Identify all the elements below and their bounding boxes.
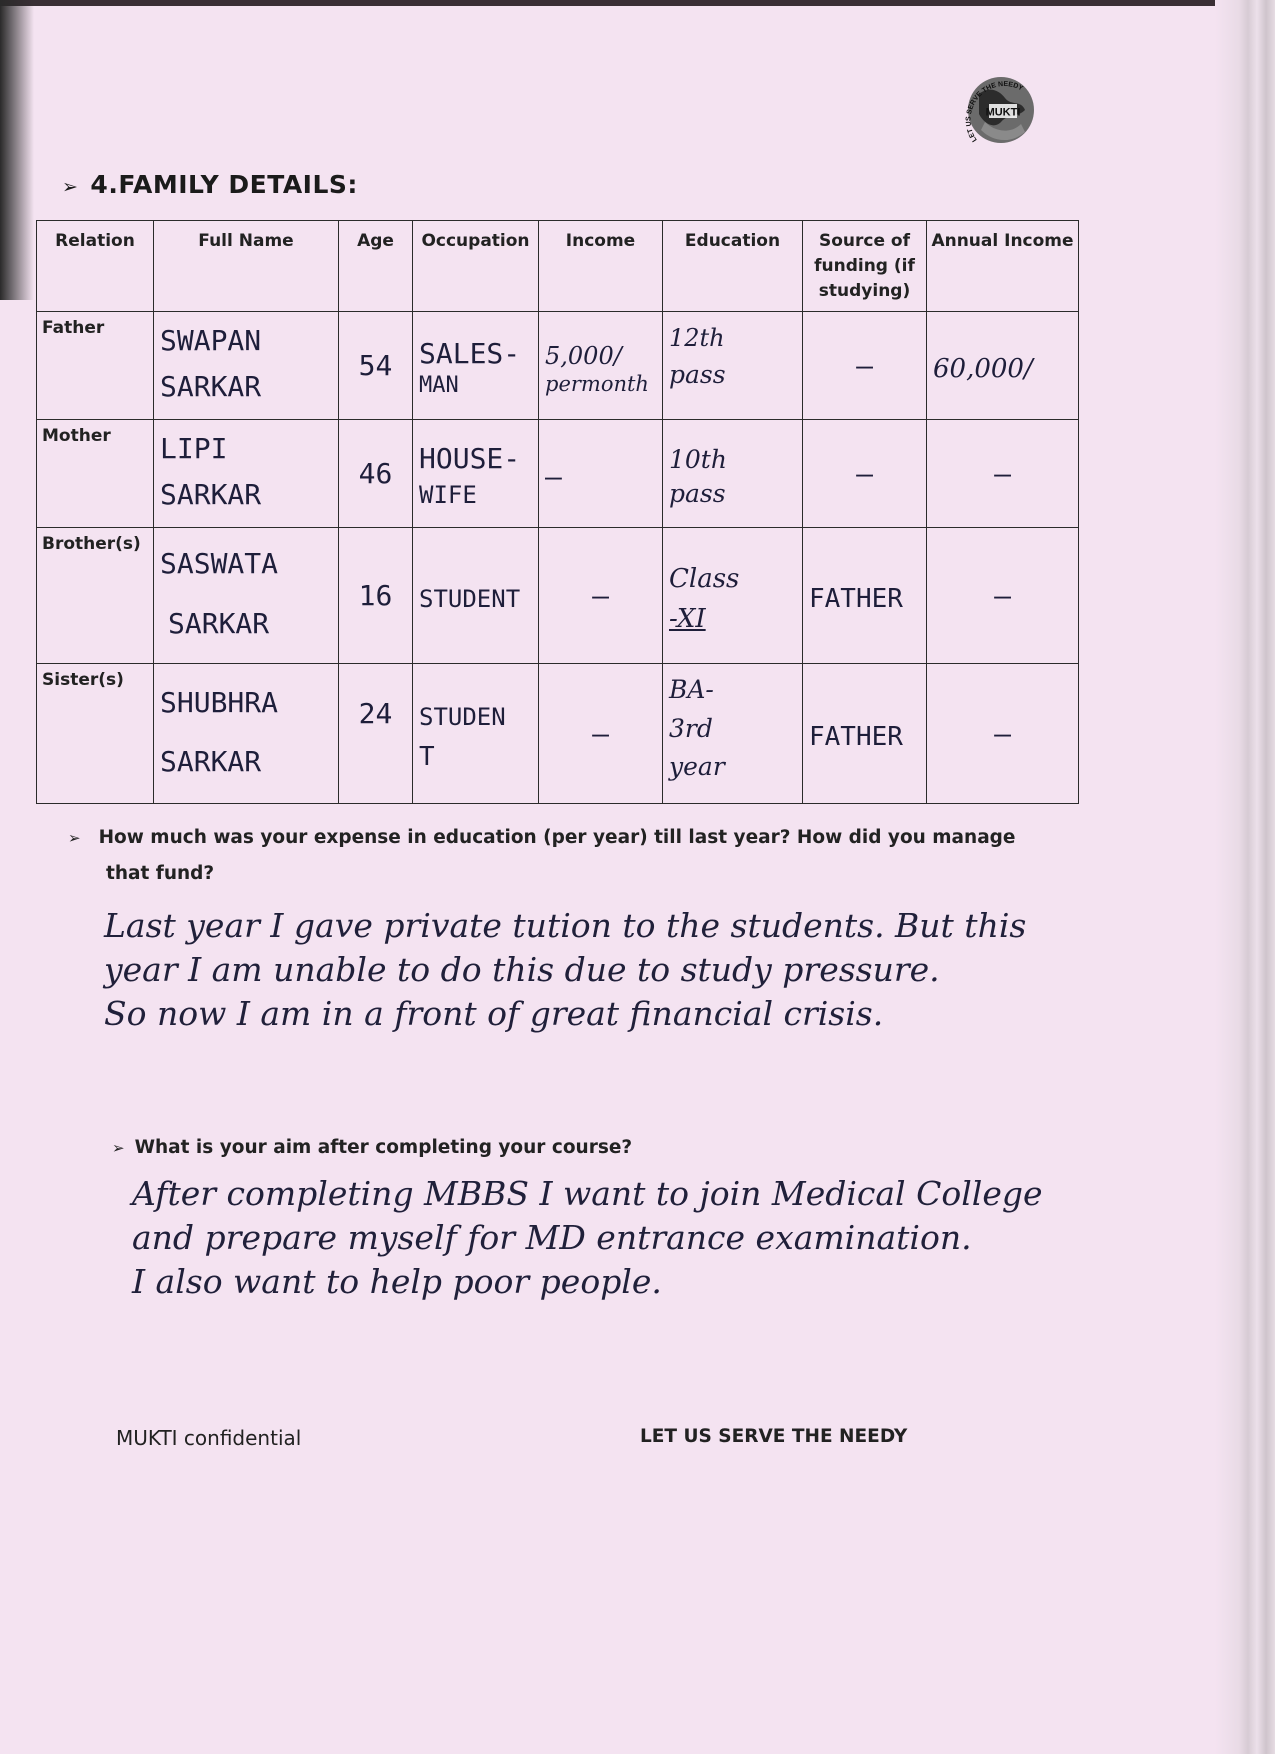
occupation-line: MAN [419, 372, 459, 398]
income-cell [539, 312, 663, 420]
income-line: 5,000/ [545, 341, 622, 370]
education-cell [663, 528, 803, 664]
source-cell [803, 528, 927, 664]
name-line: SARKAR [160, 478, 262, 511]
occupation-cell [413, 528, 539, 664]
name-line: SASWATA [160, 547, 279, 580]
mukti-logo [955, 70, 1055, 152]
education-line: 12th [669, 324, 725, 352]
occupation-line: HOUSE- [419, 441, 521, 475]
annual-income-cell [927, 312, 1079, 420]
header-education: Education [663, 221, 803, 312]
table-header-row [37, 221, 1079, 312]
relation-cell: Sister(s) [37, 664, 154, 804]
education-line: pass [669, 478, 726, 508]
footer-tagline: LET US SERVE THE NEEDY [640, 1426, 908, 1447]
annual-income-cell [927, 664, 1079, 804]
stacked-page-edges [1215, 0, 1275, 1754]
income-cell [539, 664, 663, 804]
annual-income-value: — [994, 716, 1011, 750]
income-value: — [592, 578, 609, 612]
occupation-line: SALES- [419, 336, 521, 370]
answer-line: So now I am in a front of great financial crisis. [104, 994, 884, 1033]
education-line: -XI [669, 603, 706, 634]
answer-education-expense [104, 904, 1026, 1036]
age-cell [339, 528, 413, 664]
table-row [37, 528, 1079, 664]
occupation-line: STUDEN [419, 702, 506, 731]
annual-income-cell [927, 420, 1079, 528]
source-cell [803, 664, 927, 804]
family-details-table [36, 220, 1079, 804]
income-line: permonth [545, 371, 649, 396]
full-name-cell [154, 312, 339, 420]
education-line: pass [669, 360, 726, 389]
section-heading-text: 4.FAMILY DETAILS: [90, 170, 358, 199]
bullet-arrow-icon: ➢ [112, 1139, 125, 1157]
age-value: 54 [358, 348, 393, 382]
relation-cell: Brother(s) [37, 528, 154, 664]
logo-ring-text: LET US SERVE THE NEEDY [965, 80, 1024, 143]
question-line: How much was your expense in education (per year) till last year? How did you manage [98, 827, 1016, 848]
header-age: Age [339, 221, 413, 312]
table-row [37, 664, 1079, 804]
scan-top-edge [0, 0, 1275, 6]
full-name-cell [154, 528, 339, 664]
answer-line: year I am unable to do this due to study pressure. [104, 950, 940, 989]
occupation-cell [413, 312, 539, 420]
annual-income-cell [927, 528, 1079, 664]
answer-aim-after-course [132, 1172, 1043, 1304]
source-value: — [856, 456, 873, 490]
answer-line: and prepare myself for MD entrance examination. [132, 1218, 972, 1257]
education-cell [663, 664, 803, 804]
age-cell [339, 420, 413, 528]
income-cell [539, 420, 663, 528]
annual-income-value: — [994, 456, 1011, 490]
name-line: SARKAR [160, 745, 262, 778]
income-cell [539, 528, 663, 664]
question-aim-after-course [112, 1130, 632, 1166]
header-income: Income [539, 221, 663, 312]
occupation-line: T [419, 741, 435, 772]
source-value: — [856, 348, 873, 382]
source-cell [803, 420, 927, 528]
header-source-of-funding: Source of funding (if studying) [803, 221, 927, 312]
occupation-cell [413, 664, 539, 804]
table-row [37, 312, 1079, 420]
bullet-arrow-icon: ➢ [68, 829, 81, 847]
footer-confidential: MUKTI confidential [116, 1426, 302, 1450]
annual-income-value: 60,000/ [933, 353, 1033, 384]
education-cell [663, 312, 803, 420]
income-line: — [545, 459, 562, 493]
name-line: SHUBHRA [160, 686, 279, 719]
income-value: — [592, 716, 609, 750]
header-relation: Relation [37, 221, 154, 312]
source-value: FATHER [809, 583, 903, 614]
education-line: year [669, 752, 725, 781]
education-line: BA- [669, 675, 714, 704]
answer-line: After completing MBBS I want to join Medical College [132, 1174, 1043, 1213]
education-line: 10th [669, 444, 727, 474]
name-line: SWAPAN [160, 324, 262, 357]
bullet-arrow-icon: ➢ [62, 176, 79, 198]
name-line: SARKAR [160, 370, 262, 403]
answer-line: I also want to help poor people. [132, 1262, 662, 1301]
question-education-expense [68, 820, 1015, 892]
question-line: What is your aim after completing your course? [134, 1137, 633, 1158]
age-value: 16 [358, 578, 393, 612]
name-line: SARKAR [168, 607, 270, 640]
section-heading [62, 170, 358, 199]
relation-cell: Father [37, 312, 154, 420]
logo-text: MUKTI [985, 106, 1021, 119]
occupation-cell [413, 420, 539, 528]
full-name-cell [154, 664, 339, 804]
header-full-name: Full Name [154, 221, 339, 312]
education-line: Class [669, 563, 740, 594]
header-occupation: Occupation [413, 221, 539, 312]
age-cell [339, 664, 413, 804]
occupation-line: STUDENT [419, 584, 521, 613]
table-row [37, 420, 1079, 528]
age-cell [339, 312, 413, 420]
relation-cell: Mother [37, 420, 154, 528]
header-annual-income: Annual Income [927, 221, 1079, 312]
source-value: FATHER [809, 721, 903, 752]
age-value: 24 [358, 697, 393, 730]
full-name-cell [154, 420, 339, 528]
age-value: 46 [358, 456, 393, 490]
annual-income-value: — [994, 578, 1011, 612]
occupation-line: WIFE [419, 480, 477, 509]
name-line: LIPI [160, 432, 228, 465]
education-line: 3rd [669, 714, 713, 743]
scan-left-shadow [0, 0, 34, 300]
source-cell [803, 312, 927, 420]
answer-line: Last year I gave private tution to the students. But this [104, 906, 1027, 945]
question-line: that fund? [106, 863, 215, 884]
education-cell [663, 420, 803, 528]
